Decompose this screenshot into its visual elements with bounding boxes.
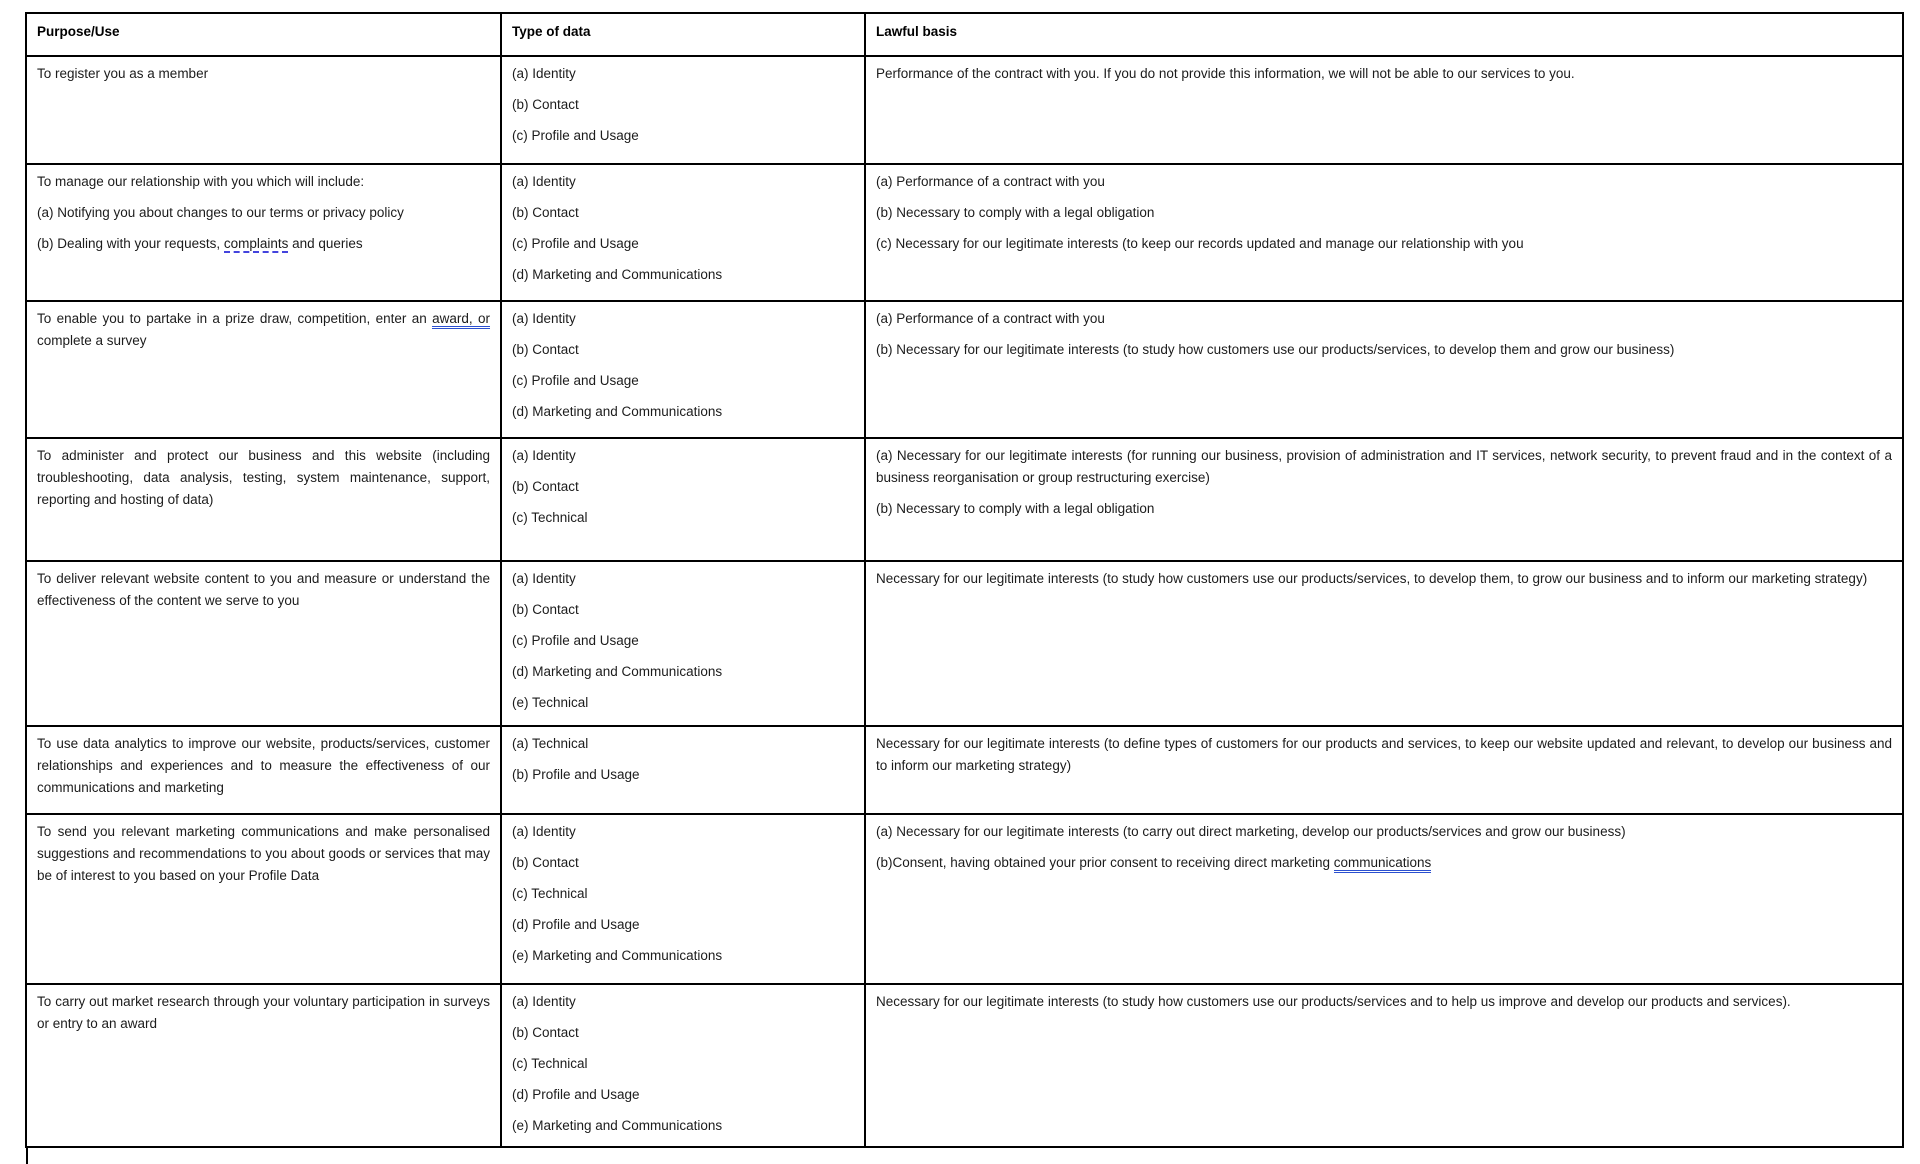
text-segment: (a) Identity bbox=[512, 571, 576, 586]
text-segment: (b) Contact bbox=[512, 205, 579, 220]
text-segment: (b) Necessary to comply with a legal obligation bbox=[876, 205, 1155, 220]
text-segment: (b) Contact bbox=[512, 602, 579, 617]
text-segment: Necessary for our legitimate interests (to study how customers use our products/services and to help us improve and develop our products and services). bbox=[876, 994, 1791, 1009]
text-segment: (e) Marketing and Communications bbox=[512, 1118, 723, 1133]
text-segment: Performance of the contract with you. If you do not provide this information, we will not be able to our services to you. bbox=[876, 66, 1575, 81]
paragraph bbox=[876, 821, 1892, 843]
lawful-basis-cell bbox=[865, 814, 1903, 984]
text-segment: (b) Contact bbox=[512, 342, 579, 357]
types-cell bbox=[501, 726, 865, 814]
text-segment: (b)Consent, having obtained your prior consent to receiving direct marketing bbox=[876, 855, 1334, 870]
text-segment: (c) Technical bbox=[512, 886, 588, 901]
text-segment: (c) Profile and Usage bbox=[512, 128, 639, 143]
paragraph bbox=[876, 202, 1892, 224]
paragraph bbox=[512, 445, 854, 467]
paragraph bbox=[876, 991, 1892, 1013]
text-segment: (d) Marketing and Communications bbox=[512, 267, 723, 282]
lawful-basis-cell bbox=[865, 726, 1903, 814]
paragraph bbox=[876, 498, 1892, 520]
paragraph bbox=[512, 661, 854, 683]
paragraph bbox=[876, 568, 1892, 590]
text-segment: (c) Technical bbox=[512, 1056, 588, 1071]
types-cell bbox=[501, 164, 865, 301]
text-segment: (b) Necessary for our legitimate interests (to study how customers use our products/services, to develop them and grow our business) bbox=[876, 342, 1675, 357]
table-row bbox=[26, 164, 1903, 301]
paragraph bbox=[512, 264, 854, 286]
lawful-basis-table bbox=[25, 12, 1904, 1148]
lawful-basis-cell bbox=[865, 301, 1903, 438]
types-cell bbox=[501, 561, 865, 726]
purpose-cell bbox=[26, 56, 501, 164]
paragraph bbox=[512, 370, 854, 392]
paragraph bbox=[37, 445, 490, 511]
paragraph bbox=[512, 914, 854, 936]
paragraph bbox=[37, 821, 490, 887]
paragraph bbox=[876, 733, 1892, 777]
lawful-basis-cell bbox=[865, 984, 1903, 1147]
header-type-of-data: Type of data bbox=[501, 13, 865, 56]
purpose-cell bbox=[26, 984, 501, 1147]
text-segment: (a) Notifying you about changes to our terms or privacy policy bbox=[37, 205, 404, 220]
text-segment: (a) Necessary for our legitimate interests (to carry out direct marketing, develop our products/services and grow our business) bbox=[876, 824, 1626, 839]
header-row bbox=[26, 13, 1903, 56]
text-segment: (a) Identity bbox=[512, 448, 576, 463]
purpose-cell bbox=[26, 726, 501, 814]
spellcheck-underline: complaints bbox=[223, 236, 289, 251]
text-segment: (d) Profile and Usage bbox=[512, 917, 640, 932]
paragraph bbox=[37, 991, 490, 1035]
paragraph bbox=[512, 63, 854, 85]
text-segment: (c) Technical bbox=[512, 510, 588, 525]
text-segment: Necessary for our legitimate interests (to study how customers use our products/services, to develop them, to grow our business and to inform our marketing strategy) bbox=[876, 571, 1868, 586]
purpose-cell bbox=[26, 438, 501, 561]
paragraph bbox=[512, 171, 854, 193]
lawful-basis-cell bbox=[865, 164, 1903, 301]
text-segment: (b) Dealing with your requests, bbox=[37, 236, 224, 251]
paragraph bbox=[512, 507, 854, 529]
lawful-basis-cell bbox=[865, 438, 1903, 561]
paragraph bbox=[37, 233, 490, 255]
text-segment: To register you as a member bbox=[37, 66, 209, 81]
paragraph bbox=[512, 764, 854, 786]
text-segment: (e) Marketing and Communications bbox=[512, 948, 723, 963]
lawful-basis-cell bbox=[865, 561, 1903, 726]
text-segment: (d) Marketing and Communications bbox=[512, 404, 723, 419]
text-segment: (b) Contact bbox=[512, 1025, 579, 1040]
text-segment: Necessary for our legitimate interests (to define types of customers for our products and services, to keep our website updated and relevant, to develop our business and to inform our marketing strategy) bbox=[876, 736, 1892, 773]
types-cell bbox=[501, 56, 865, 164]
text-segment: (c) Profile and Usage bbox=[512, 373, 639, 388]
paragraph bbox=[512, 883, 854, 905]
paragraph bbox=[876, 308, 1892, 330]
paragraph bbox=[512, 821, 854, 843]
paragraph bbox=[37, 568, 490, 612]
paragraph bbox=[512, 568, 854, 590]
text-segment: To administer and protect our business and this website (including troubleshooting, data analysis, testing, system maintenance, support, reporting and hosting of data) bbox=[37, 448, 490, 507]
paragraph bbox=[512, 308, 854, 330]
text-segment: (c) Profile and Usage bbox=[512, 236, 639, 251]
text-segment: (c) Profile and Usage bbox=[512, 633, 639, 648]
text-segment: (a) Identity bbox=[512, 174, 576, 189]
header-lawful-basis: Lawful basis bbox=[865, 13, 1903, 56]
paragraph bbox=[512, 733, 854, 755]
paragraph bbox=[512, 476, 854, 498]
paragraph bbox=[512, 692, 854, 714]
text-segment: (a) Technical bbox=[512, 736, 589, 751]
table-row bbox=[26, 726, 1903, 814]
lawful-basis-cell bbox=[865, 56, 1903, 164]
paragraph bbox=[512, 1115, 854, 1137]
text-segment: (a) Identity bbox=[512, 311, 576, 326]
grammar-underline: award, or bbox=[432, 311, 490, 329]
types-cell bbox=[501, 438, 865, 561]
table-row bbox=[26, 56, 1903, 164]
types-cell bbox=[501, 984, 865, 1147]
paragraph bbox=[512, 202, 854, 224]
text-segment: (a) Identity bbox=[512, 994, 576, 1009]
paragraph bbox=[512, 94, 854, 116]
text-segment: To send you relevant marketing communications and make personalised suggestions and recommendations to you about goods or services that may be of interest to you based on your Profile Data bbox=[37, 824, 490, 883]
paragraph bbox=[512, 1022, 854, 1044]
text-segment: (b) Contact bbox=[512, 97, 579, 112]
text-segment: (a) Necessary for our legitimate interests (for running our business, provision of administration and IT services, network security, to prevent fraud and in the context of a business reorganisation or group restructuring exercise) bbox=[876, 448, 1892, 485]
paragraph bbox=[512, 599, 854, 621]
types-cell bbox=[501, 814, 865, 984]
text-segment: To carry out market research through your voluntary participation in surveys or entry to an award bbox=[37, 994, 490, 1031]
header-purpose-use: Purpose/Use bbox=[26, 13, 501, 56]
paragraph bbox=[876, 339, 1892, 361]
paragraph bbox=[876, 63, 1892, 85]
paragraph bbox=[512, 401, 854, 423]
paragraph bbox=[37, 171, 490, 193]
text-segment: (a) Performance of a contract with you bbox=[876, 311, 1105, 326]
purpose-cell bbox=[26, 301, 501, 438]
table-row bbox=[26, 984, 1903, 1147]
text-segment: To deliver relevant website content to you and measure or understand the effectiveness of the content we serve to you bbox=[37, 571, 490, 608]
text-segment: (b) Contact bbox=[512, 479, 579, 494]
paragraph bbox=[512, 1053, 854, 1075]
paragraph bbox=[876, 171, 1892, 193]
text-segment: (d) Profile and Usage bbox=[512, 1087, 640, 1102]
paragraph bbox=[512, 339, 854, 361]
purpose-cell bbox=[26, 561, 501, 726]
paragraph bbox=[37, 202, 490, 224]
next-row-partial bbox=[26, 1148, 68, 1164]
text-segment: (b) Profile and Usage bbox=[512, 767, 640, 782]
text-segment: (a) Identity bbox=[512, 824, 576, 839]
table-row bbox=[26, 814, 1903, 984]
table-row bbox=[26, 301, 1903, 438]
text-segment: (b) Contact bbox=[512, 855, 579, 870]
paragraph bbox=[876, 233, 1892, 255]
paragraph bbox=[512, 233, 854, 255]
text-segment: To enable you to partake in a prize draw, competition, enter an bbox=[37, 311, 433, 326]
paragraph bbox=[512, 630, 854, 652]
text-segment: (a) Identity bbox=[512, 66, 576, 81]
text-segment: and queries bbox=[288, 236, 363, 251]
text-segment: (d) Marketing and Communications bbox=[512, 664, 723, 679]
paragraph bbox=[37, 63, 490, 85]
paragraph bbox=[37, 733, 490, 799]
grammar-underline: communications bbox=[1334, 855, 1432, 873]
text-segment: (e) Technical bbox=[512, 695, 589, 710]
paragraph bbox=[512, 125, 854, 147]
paragraph bbox=[876, 852, 1892, 874]
table-row bbox=[26, 561, 1903, 726]
paragraph bbox=[876, 445, 1892, 489]
text-segment: (a) Performance of a contract with you bbox=[876, 174, 1105, 189]
table-body bbox=[26, 56, 1903, 1147]
table-row bbox=[26, 438, 1903, 561]
paragraph bbox=[512, 945, 854, 967]
text-segment: (c) Necessary for our legitimate interests (to keep our records updated and manage our relationship with you bbox=[876, 236, 1524, 251]
types-cell bbox=[501, 301, 865, 438]
text-segment: To use data analytics to improve our website, products/services, customer relationships and experiences and to measure the effectiveness of our communications and marketing bbox=[37, 736, 490, 795]
table-header bbox=[26, 13, 1903, 56]
text-segment: (b) Necessary to comply with a legal obligation bbox=[876, 501, 1155, 516]
text-segment: To manage our relationship with you which will include: bbox=[37, 174, 365, 189]
text-segment: complete a survey bbox=[37, 333, 147, 348]
document-page bbox=[25, 12, 1903, 1164]
purpose-cell bbox=[26, 814, 501, 984]
purpose-cell bbox=[26, 164, 501, 301]
paragraph bbox=[512, 852, 854, 874]
paragraph bbox=[512, 991, 854, 1013]
paragraph bbox=[37, 308, 490, 352]
paragraph bbox=[512, 1084, 854, 1106]
